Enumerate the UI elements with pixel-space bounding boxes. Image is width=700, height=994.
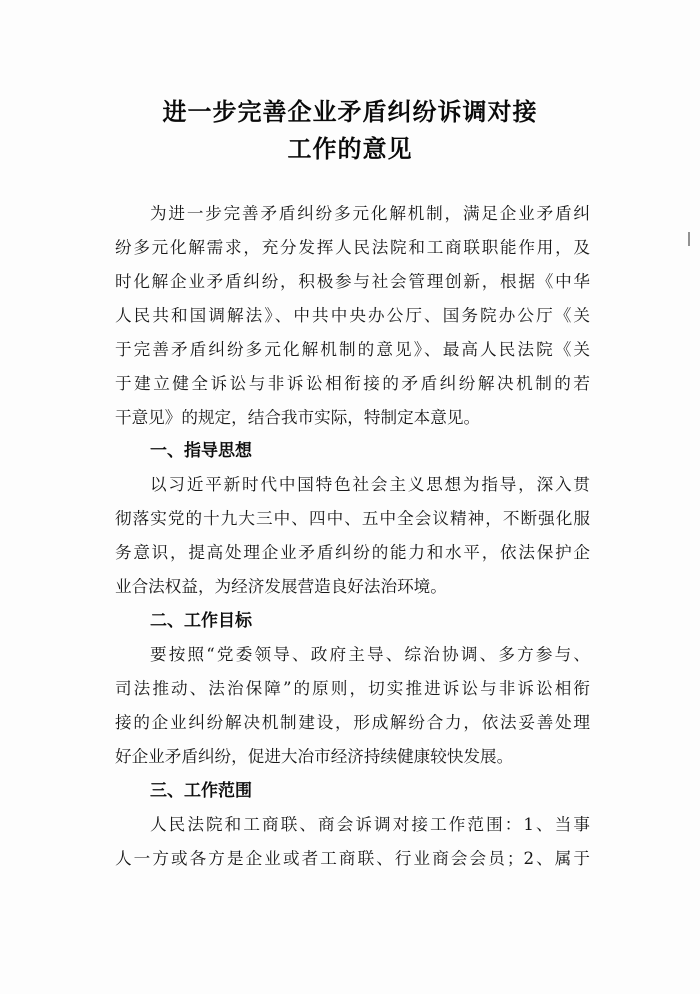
paragraph-line: 于建立健全诉讼与非诉讼相衔接的矛盾纠纷解决机制的若	[115, 374, 590, 393]
paragraph-line: 纷多元化解需求，充分发挥人民法院和工商联职能作用，及	[115, 238, 590, 257]
section-heading: 一、指导思想	[150, 441, 252, 461]
paragraph-line: 时化解企业矛盾纠纷，积极参与社会管理创新，根据《中华	[115, 272, 590, 291]
paragraph-line: 于完善矛盾纠纷多元化解机制的意见》、最高人民法院《关	[115, 340, 590, 359]
paragraph-line: 司法推动、法治保障”的原则，切实推进诉讼与非诉讼相衔	[115, 679, 590, 698]
paragraph-line: 要按照“党委领导、政府主导、综治协调、多方参与、	[150, 645, 590, 664]
paragraph-line: 干意见》的规定，结合我市实际，特制定本意见。	[115, 408, 481, 427]
paragraph-line: 以习近平新时代中国特色社会主义思想为指导，深入贯	[150, 475, 590, 494]
paragraph-line: 人民法院和工商联、商会诉调对接工作范围：1、当事	[150, 815, 590, 834]
paragraph-line: 彻落实党的十九大三中、四中、五中全会议精神，不断强化服	[115, 509, 590, 528]
paragraph-line: 人一方或各方是企业或者工商联、行业商会会员；2、属于	[115, 849, 590, 868]
document-title-line2: 工作的意见	[287, 135, 413, 163]
paragraph-line: 业合法权益，为经济发展营造良好法治环境。	[115, 577, 447, 596]
document-title-line1: 进一步完善企业矛盾纠纷诉调对接	[162, 98, 538, 126]
paragraph-line: 务意识，提高处理企业矛盾纠纷的能力和水平，依法保护企	[115, 543, 590, 562]
section-heading: 二、工作目标	[150, 611, 252, 631]
paragraph-line: 好企业矛盾纠纷，促进大冶市经济持续健康较快发展。	[115, 747, 514, 766]
scan-margin-mark	[688, 232, 696, 246]
paragraph-line: 人民共和国调解法》、中共中央办公厅、国务院办公厅《关	[115, 306, 590, 325]
section-heading: 三、工作范围	[150, 781, 252, 801]
paragraph-line: 为进一步完善矛盾纠纷多元化解机制，满足企业矛盾纠	[150, 204, 590, 223]
paragraph-line: 接的企业纠纷解决机制建设，形成解纷合力，依法妥善处理	[115, 713, 590, 732]
